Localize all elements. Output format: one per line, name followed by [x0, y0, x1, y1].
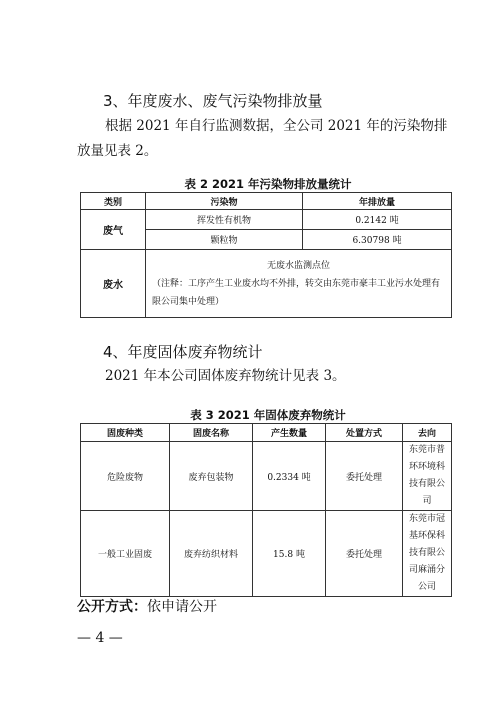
water-note-cell	[146, 250, 452, 318]
disclosure-method	[77, 596, 217, 616]
table-2-header-amount: 年排放量	[303, 193, 452, 210]
category-water: 废水	[81, 250, 146, 318]
table-3-header-qty: 产生数量	[253, 424, 326, 442]
table-2-header-category: 类别	[81, 193, 146, 210]
waste-type: 一般工业固废	[81, 511, 170, 597]
table-2-caption: 表 2 2021 年污染物排放量统计	[184, 177, 352, 191]
disclosure-value: 依申请公开	[147, 599, 217, 615]
waste-quantity: 0.2334 吨	[253, 442, 326, 511]
waste-destination: 东莞市冠基环保科技有限公司麻涌分公司	[403, 511, 452, 597]
pollutant-amount: 6.30798 吨	[303, 230, 452, 250]
waste-quantity: 15.8 吨	[253, 511, 326, 597]
table-3-caption: 表 3 2021 年固体废弃物统计	[190, 408, 346, 422]
solid-waste-table	[80, 423, 452, 597]
water-monitoring-point: 无废水监测点位	[266, 260, 330, 271]
section-4-heading: 4、年度固体废弃物统计	[103, 343, 263, 361]
waste-name: 废弃纺织材料	[170, 511, 253, 597]
table-row	[81, 250, 452, 318]
table-row	[81, 210, 452, 230]
category-air: 废气	[81, 210, 146, 250]
disposal-method: 委托处理	[326, 511, 403, 597]
table-row	[81, 442, 452, 511]
pollutant-emission-table	[80, 192, 452, 318]
pollutant-name: 挥发性有机物	[146, 210, 303, 230]
table-3-header-destination: 去向	[403, 424, 452, 442]
table-row	[81, 511, 452, 597]
disposal-method: 委托处理	[326, 442, 403, 511]
water-note: （注释：工序产生工业废水均不外排，转交由东莞市豪丰工业污水处理有限公司集中处理）	[152, 278, 441, 307]
pollutant-amount: 0.2142 吨	[303, 210, 452, 230]
section-4-text: 2021 年本公司固体废弃物统计见表 3。	[105, 368, 346, 384]
pollutant-name: 颗粒物	[146, 230, 303, 250]
table-3-header-method: 处置方式	[326, 424, 403, 442]
table-3-header-type: 固废种类	[81, 424, 170, 442]
section-3-text: 根据 2021 年自行监测数据，全公司 2021 年的污染物排放量见表 2。	[77, 118, 448, 159]
waste-destination: 东莞市普环环境科技有限公司	[403, 442, 452, 511]
page-number: — 4 —	[77, 630, 123, 646]
waste-name: 废弃包装物	[170, 442, 253, 511]
table-3-header-name: 固废名称	[170, 424, 253, 442]
disclosure-label: 公开方式：	[77, 599, 147, 615]
section-3-heading: 3、年度废水、废气污染物排放量	[103, 92, 323, 110]
waste-type: 危险废物	[81, 442, 170, 511]
table-2-header-pollutant: 污染物	[146, 193, 303, 210]
